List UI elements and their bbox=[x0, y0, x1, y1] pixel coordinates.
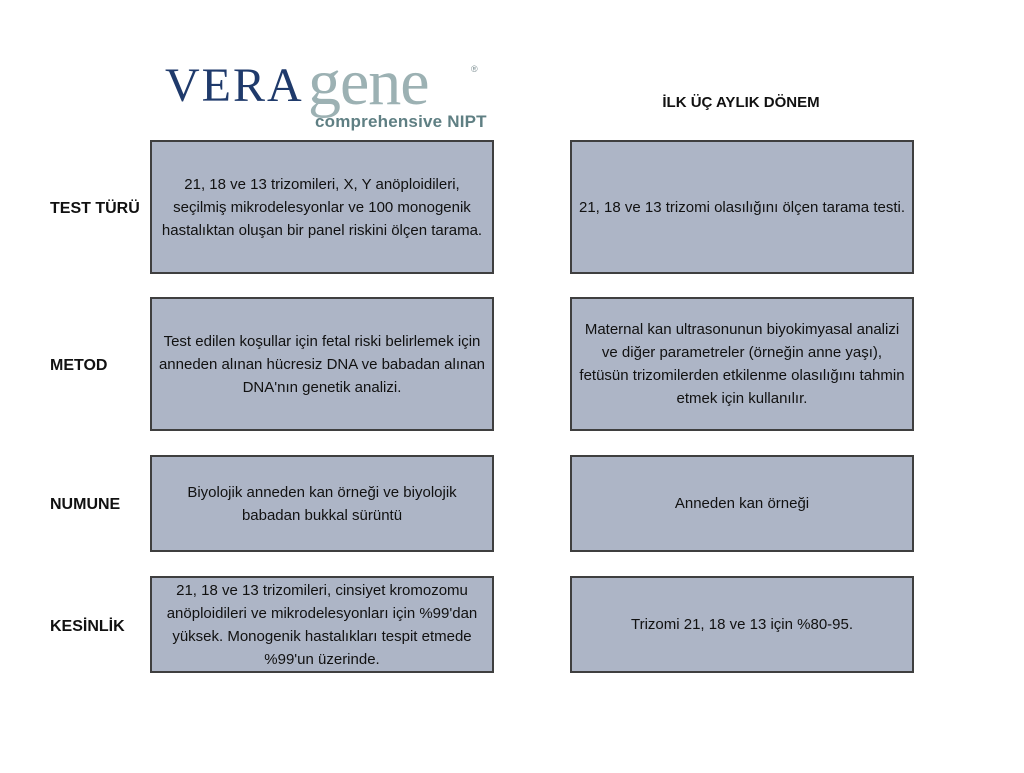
first-trimester-method-text: Maternal kan ultrasonunun biyokimyasal analizi ve diğer parametreler (örneğin anne yaşı), fetüsün trizomilerden etkilenme olasılığını tahmin etmek için kullanılır. bbox=[579, 321, 905, 407]
logo-tagline: comprehensive NIPT bbox=[315, 112, 487, 131]
veragene-sample-text: Biyolojik anneden kan örneği ve biyolojik babadan bukkal sürüntü bbox=[187, 483, 457, 524]
row-label-accuracy: KESİNLİK bbox=[50, 618, 125, 635]
first-trimester-sample-text: Anneden kan örneği bbox=[674, 495, 810, 512]
row-label-test-type: TEST TÜRÜ bbox=[50, 200, 140, 217]
first-trimester-test-type-text: 21, 18 ve 13 trizomi olasılığını ölçen tarama testi. bbox=[579, 198, 905, 216]
veragene-accuracy-text: 21, 18 ve 13 trizomileri, cinsiyet kromozomu anöploidileri ve mikrodelesyonları için %99'dan yüksek. Monogenik hastalıkları tespit etmede %99'un üzerinde. bbox=[166, 581, 478, 668]
first-trimester-test-type-box bbox=[570, 140, 914, 274]
row-label-method: METOD bbox=[50, 357, 108, 374]
veragene-method-box bbox=[150, 297, 494, 431]
first-trimester-accuracy-box bbox=[570, 576, 914, 673]
veragene-accuracy-box bbox=[150, 576, 494, 673]
row-label-sample: NUMUNE bbox=[50, 496, 121, 513]
first-trimester-accuracy-text: Trizomi 21, 18 ve 13 için %80-95. bbox=[630, 616, 854, 633]
logo-gene-text: gene bbox=[308, 46, 429, 119]
veragene-sample-box bbox=[150, 455, 494, 552]
first-trimester-sample-box bbox=[570, 455, 914, 552]
veragene-test-type-box bbox=[150, 140, 494, 274]
logo-registered-mark: ® bbox=[471, 64, 478, 74]
veragene-logo bbox=[165, 46, 495, 140]
logo-vera-text: VERA bbox=[165, 59, 304, 112]
first-trimester-header: İLK ÜÇ AYLIK DÖNEM bbox=[662, 94, 820, 111]
veragene-method-text: Test edilen koşullar için fetal riski belirlemek için anneden alınan hücresiz DNA ve babadan alınan DNA'nın genetik analizi. bbox=[158, 332, 486, 396]
veragene-test-type-text: 21, 18 ve 13 trizomileri, X, Y anöploidileri, seçilmiş mikrodelesyonlar ve 100 monogenik hastalıktan oluşan bir panel riskini ölçen tarama. bbox=[161, 175, 483, 239]
first-trimester-method-box bbox=[570, 297, 914, 431]
